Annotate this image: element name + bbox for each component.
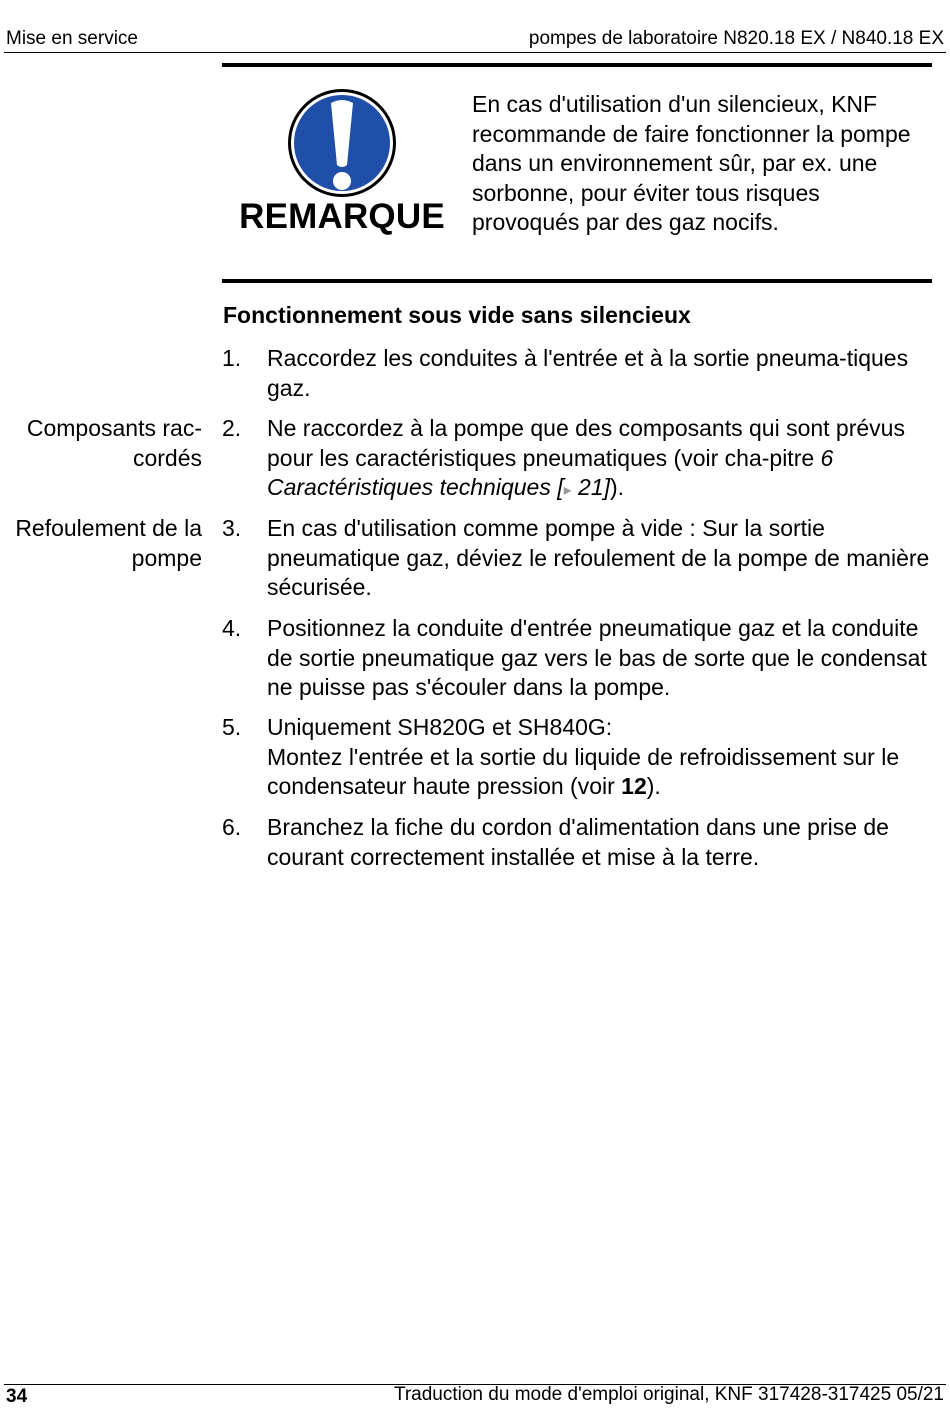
step-number: 4. [222, 615, 242, 641]
notice-bottom-rule [222, 279, 932, 283]
notice-text: En cas d'utilisation d'un silencieux, KNF recommande de faire fonctionner la pompe dans un environnement sûr, par ex. une sorbonne, pour éviter tous risques provoqués par des gaz nocifs. [472, 91, 911, 235]
step-number: 6. [222, 814, 242, 840]
page-number: 34 [6, 1386, 28, 1407]
step-number: 3. [222, 515, 242, 541]
cross-reference-page: 21] [571, 474, 611, 500]
step-text-part: ). [610, 474, 625, 500]
step-text-line: Uniquement SH820G et SH840G: [267, 714, 613, 740]
notice-label: REMARQUE [239, 197, 445, 236]
step-number: 1. [222, 345, 242, 371]
step-text [267, 414, 939, 506]
step-text: Positionnez la conduite d'entrée pneumatique gaz et la conduite de sortie pneumatique gaz vers le bas de sorte que le condensat ne puisse pas s'écouler dans la pompe. [267, 615, 927, 700]
margin-note-composants: Composants rac-cordés [26, 415, 202, 471]
step-text-part: Montez l'entrée et la sortie du liquide de refroidissement sur le condensateur haute pression (voir [267, 743, 900, 799]
step-text [267, 713, 939, 802]
step-text: Raccordez les conduites à l'entrée et à la sortie pneuma-tiques gaz. [267, 345, 909, 401]
footer-document-info: Traduction du mode d'emploi original, KNF 317428-317425 05/21 [393, 1384, 944, 1405]
cross-reference-title: 6 Caractéristiques techniques [ [267, 444, 834, 500]
step-number: 2. [222, 415, 242, 441]
header-product-title: pompes de laboratoire N820.18 EX / N840.18 EX [528, 28, 944, 49]
step-text-part: Ne raccordez à la pompe que des composants qui sont prévus pour les caractéristiques pneumatiques (voir cha-pitre [267, 415, 905, 471]
step-number: 5. [222, 714, 242, 740]
section-heading: Fonctionnement sous vide sans silencieux [223, 302, 691, 328]
margin-note-refoulement: Refoulement de la pompe [15, 515, 202, 571]
figure-reference: 12 [621, 773, 647, 799]
step-text: Branchez la fiche du cordon d'alimentation dans une prise de courant correctement installée et mise à la terre. [267, 814, 889, 870]
exclamation-circle-icon [286, 87, 398, 199]
play-arrow-icon: ▸ [563, 482, 572, 499]
step-text-part: ). [646, 773, 661, 799]
step-text: En cas d'utilisation comme pompe à vide : Sur la sortie pneumatique gaz, déviez le refoulement de la pompe de manière sécurisée. [267, 515, 930, 600]
notice-top-rule [222, 63, 932, 67]
step-text-line [267, 743, 939, 802]
header-section-title: Mise en service [6, 28, 138, 49]
header-divider [4, 52, 946, 53]
